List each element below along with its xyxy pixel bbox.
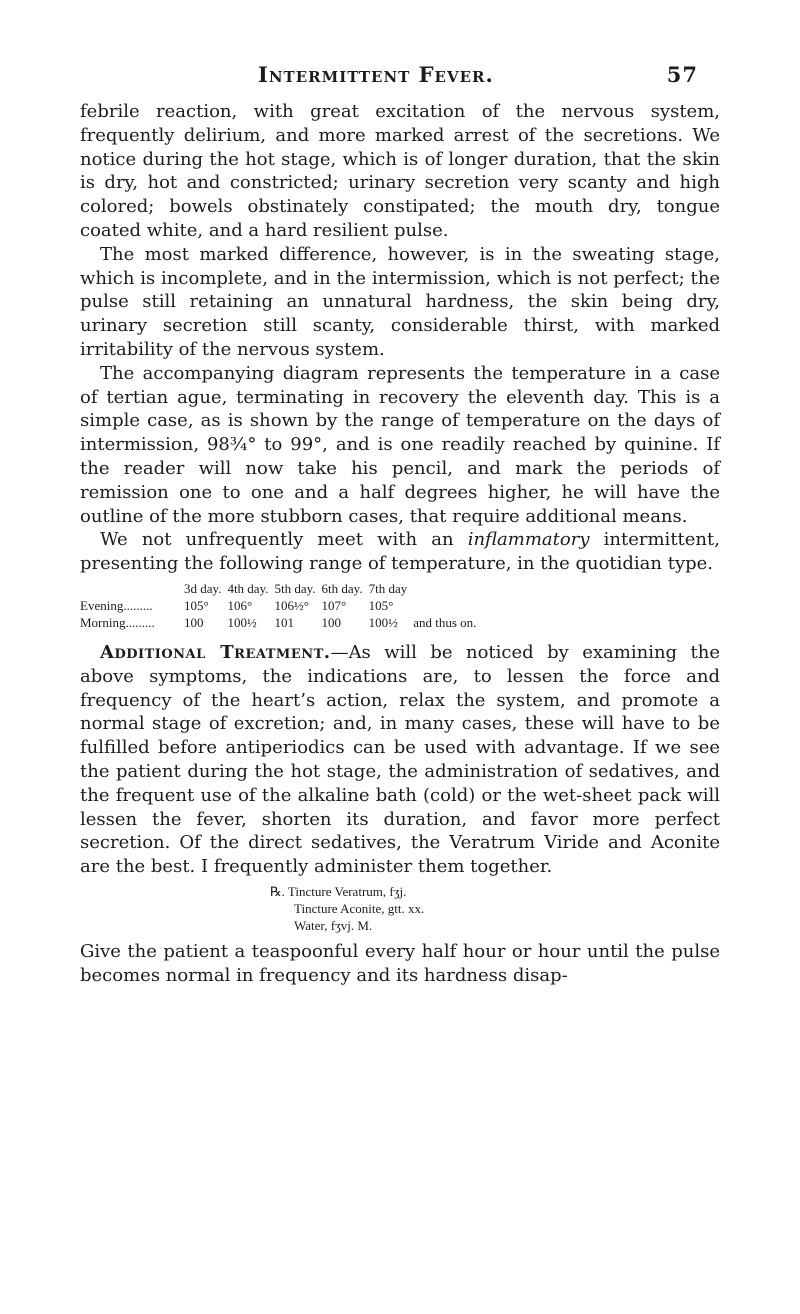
temperature-table (80, 580, 482, 631)
morning-row (80, 614, 482, 631)
paragraph-3: The accompanying diagram represents the temperature in a case of tertian ague, terminating in recovery the eleventh day. This is a simple case, as is shown by the range of temperature on the days of intermission, 98¾° to 99°, and is one readily reached by quinine. If the reader will now take his pencil, and mark the periods of remission one to one and a half degrees higher, he will have the outline of the more stubborn cases, that require additional means. (80, 362, 720, 527)
section-heading: Additional Treatment. (100, 641, 331, 663)
day-header: 3d day. (184, 580, 222, 596)
paragraph-2: The most marked difference, however, is in the sweating stage, which is incomplete, and in the intermission, which is not perfect; the pulse still retaining an unnatural hardness, the skin being dry, urinary secretion still scanty, considerable thirst, with marked irritability of the nervous system. (80, 243, 720, 360)
morning-label: Morning (80, 614, 126, 630)
prescription (270, 883, 720, 934)
day-header: 6th day. (321, 580, 363, 596)
evening-leader: ......... (123, 597, 153, 613)
morning-value: 100 (184, 614, 204, 630)
page-number: 57 (666, 62, 698, 87)
morning-value: 100½ (227, 614, 257, 630)
day-header: 4th day. (227, 580, 269, 596)
morning-value: 100 (321, 614, 342, 630)
morning-suffix: and thus on. (413, 614, 477, 630)
paragraph-6: Give the patient a teaspoonful every half hour or hour until the pulse becomes normal in frequency and its hardness disap- (80, 940, 720, 986)
paragraph-5-text: —As will be noticed by examining the above symptoms, the indications are, to lessen the force and frequency of the heart’s action, relax the system, and promote a normal stage of excretion; and, in many cases, these will have to be fulfilled before antiperiodics can be used with advantage. If we see the patient during the hot stage, the administration of sedatives, and the frequent use of the alkaline bath (cold) or the wet-sheet pack will lessen the fever, shorten its duration, and favor more perfect secretion. Of the direct sedatives, the Veratrum Viride and Aconite are the best. I frequently administer them together. (80, 641, 721, 878)
morning-leader: ......... (125, 614, 155, 630)
morning-value: 100½ (368, 614, 398, 630)
temperature-table-corner (80, 580, 184, 597)
paragraph-1: febrile reaction, with great excitation of the nervous system, frequently delirium, and more marked arrest of the secretions. We notice during the hot stage, which is of longer duration, that the skin is dry, hot and constricted; urinary secretion very scanty and high colored; bowels obstinately constipated; the mouth dry, tongue coated white, and a hard resilient pulse. (80, 101, 720, 241)
body-text (80, 100, 720, 988)
temperature-table-header-row (80, 580, 482, 597)
evening-label: Evening (80, 597, 124, 613)
day-header: 7th day (368, 580, 408, 596)
paragraph-4-lead: We not unfrequently meet with an (100, 529, 468, 551)
evening-value: 105° (368, 597, 394, 613)
morning-row-label (80, 614, 184, 631)
morning-value: 101 (274, 614, 294, 630)
prescription-line: Tincture Aconite, gtt. xx. (294, 900, 425, 916)
evening-spacer (413, 597, 482, 614)
evening-value: 106½° (274, 597, 309, 613)
evening-row (80, 597, 482, 614)
paragraph-4 (80, 528, 720, 576)
prescription-line: ℞. Tincture Veratrum, fʒj. (270, 883, 407, 899)
running-head-title: Intermittent Fever. (258, 62, 494, 87)
paragraph-4-emphasis: inflammatory (467, 529, 590, 551)
paragraph-4-tail: intermittent, presenting the following range of temperature, in the quotidian type. (80, 529, 720, 575)
evening-value: 106° (227, 597, 253, 613)
paragraph-5 (80, 641, 720, 879)
evening-row-label (80, 597, 184, 614)
day-header: 5th day. (274, 580, 316, 596)
evening-value: 107° (321, 597, 347, 613)
evening-value: 105° (184, 597, 209, 613)
prescription-line: Water, fʒvj. M. (294, 917, 373, 933)
day-header-spacer (413, 580, 482, 597)
